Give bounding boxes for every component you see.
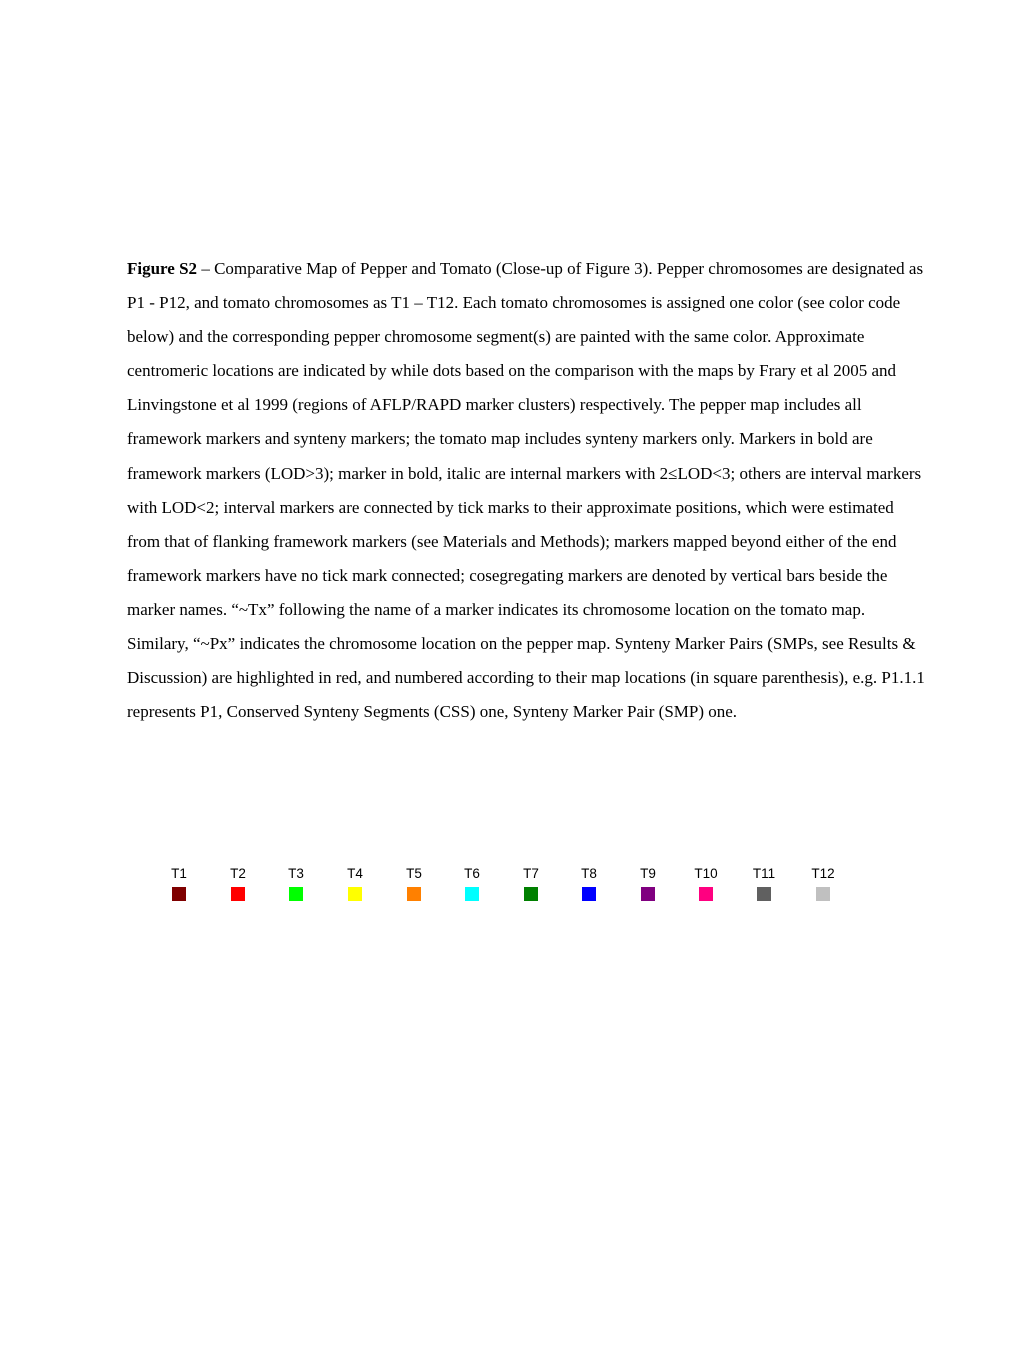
legend-label: T8 [581, 866, 597, 881]
legend-swatch [172, 887, 186, 901]
legend-label: T11 [752, 866, 776, 881]
legend-item-t11 [739, 866, 789, 901]
legend-item-t8 [564, 866, 614, 901]
legend-label: T2 [230, 866, 246, 881]
figure-caption [127, 252, 927, 729]
legend-item-t7 [506, 866, 556, 901]
legend-item-t5 [389, 866, 439, 901]
legend-item-t2 [213, 866, 263, 901]
legend-item-t4 [330, 866, 380, 901]
legend-label: T4 [347, 866, 363, 881]
color-legend [0, 866, 1024, 906]
legend-item-t12 [798, 866, 848, 901]
legend-item-t9 [623, 866, 673, 901]
legend-swatch [641, 887, 655, 901]
legend-swatch [407, 887, 421, 901]
figure-caption-text: – Comparative Map of Pepper and Tomato (Close-up of Figure 3). Pepper chromosomes are designated as P1 - P12, and tomato chromosomes as T1 – T12. Each tomato chromosomes is assigned one color (see color code below) and the corresponding pepper chromosome segment(s) are painted with the same color. Approximate centromeric locations are indicated by while dots based on the comparison with the maps by Frary et al 2005 and Linvingstone et al 1999 (regions of AFLP/RAPD marker clusters) respectively. The pepper map includes all framework markers and synteny markers; the tomato map includes synteny markers only. Markers in bold are framework markers (LOD>3); marker in bold, italic are internal markers with 2≤LOD<3; others are interval markers with LOD<2; interval markers are connected by tick marks to their approximate positions, which were estimated from that of flanking framework markers (see Materials and Methods); markers mapped beyond either of the end framework markers have no tick mark connected; cosegregating markers are denoted by vertical bars beside the marker names. “~Tx” following the name of a marker indicates its chromosome location on the tomato map. Similary, “~Px” indicates the chromosome location on the pepper map. Synteny Marker Pairs (SMPs, see Results & Discussion) are highlighted in red, and numbered according to their map locations (in square parenthesis), e.g. P1.1.1 represents P1, Conserved Synteny Segments (CSS) one, Synteny Marker Pair (SMP) one. [127, 259, 925, 722]
legend-label: T7 [523, 866, 539, 881]
legend-swatch [699, 887, 713, 901]
legend-swatch [348, 887, 362, 901]
legend-label: T1 [171, 866, 187, 881]
legend-swatch [757, 887, 771, 901]
legend-label: T12 [811, 866, 835, 881]
legend-label: T6 [464, 866, 480, 881]
legend-swatch [465, 887, 479, 901]
legend-swatch [582, 887, 596, 901]
legend-label: T9 [640, 866, 656, 881]
figure-label: Figure S2 [127, 259, 198, 278]
legend-swatch [231, 887, 245, 901]
legend-item-t10 [681, 866, 731, 901]
legend-item-t1 [154, 866, 204, 901]
legend-swatch [816, 887, 830, 901]
legend-label: T10 [694, 866, 718, 881]
legend-swatch [289, 887, 303, 901]
legend-label: T3 [288, 866, 304, 881]
legend-item-t3 [271, 866, 321, 901]
legend-label: T5 [406, 866, 422, 881]
legend-item-t6 [447, 866, 497, 901]
legend-swatch [524, 887, 538, 901]
